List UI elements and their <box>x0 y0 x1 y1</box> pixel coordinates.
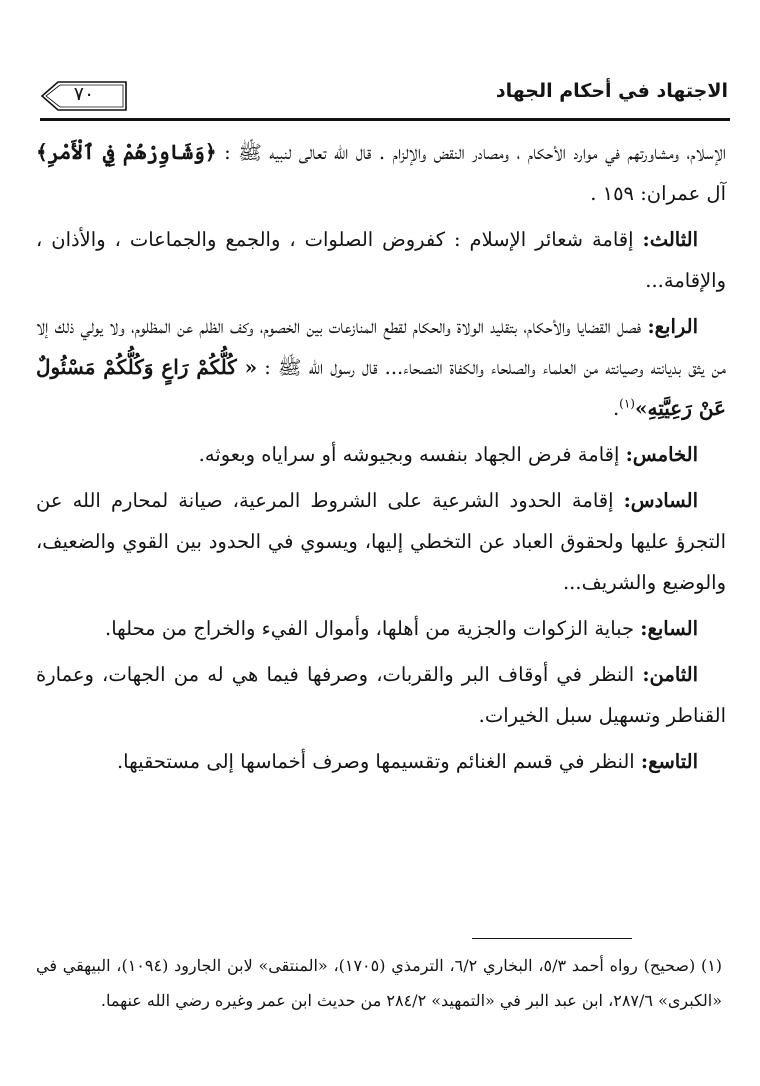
paragraph-text: فصل القضايا والأحكام، بتقليد الولاة والحكام لقطع المنازعات بين الخصوم، وكف الظلم عن المظلوم، ولا يولي ذلك إلا من يثق بديانته وصيانته من العلماء والصلحاء والكفاة النصحاء... قال رسول الله ﷺ : <box>36 315 727 379</box>
paragraph-seventh <box>36 608 726 649</box>
paragraph-text: جباية الزكوات والجزية من أهلها، وأموال الفيء والخراج من محلها. <box>105 617 635 640</box>
paragraph-text: إقامة فرض الجهاد بنفسه وبجيوشه أو سراياه وبعوثه. <box>198 443 620 466</box>
paragraph-third <box>36 219 726 301</box>
footnote-reference: (١) <box>619 396 635 411</box>
paragraph-text: النظر في قسم الغنائم وتقسيمها وصرف أخماسها إلى مستحقيها. <box>116 750 635 773</box>
item-label: التاسع: <box>640 750 698 773</box>
paragraph-fifth <box>36 434 726 475</box>
header-rule <box>40 118 730 121</box>
footnote-separator <box>472 938 632 939</box>
footnote-item: (١) (صحيح) رواه أحمد ٥/٣، البخاري ٦/٢، الترمذي (١٧٠٥)، «المنتقى» لابن الجارود (١٠٩٤)، البيهقي في «الكبرى» ٢٨٧/٦، ابن عبد البر في «التمهيد» ٢٨٤/٢ من حديث ابن عمر وغيره رضي الله عنهما. <box>36 956 723 1010</box>
quran-verse: ﴿وَشَاوِرْهُمْ فِي ٱلْأَمْرِ﴾ <box>36 140 217 164</box>
footnotes <box>36 948 722 1018</box>
page-number: ٧٠ <box>73 83 95 105</box>
running-title: الاجتهاد في أحكام الجهاد <box>495 80 728 102</box>
hadith-quote: « كُلُّكُمْ رَاعٍ وَكُلُّكُمْ مَسْئُولٌ عَنْ رَعِيَّتِهِ» <box>36 355 726 420</box>
paragraph-sixth <box>36 480 726 603</box>
paragraph-text: النظر في أوقاف البر والقربات، وصرفها فيما هي له من الجهات، وعمارة القناطر وتسهيل سبل الخيرات. <box>36 663 726 727</box>
paragraph-text: إقامة شعائر الإسلام : كفروض الصلوات ، والجمع والجماعات ، والأذان ، والإقامة... <box>36 228 726 292</box>
main-text <box>36 132 726 787</box>
paragraph-shura <box>36 132 726 214</box>
paragraph-fourth <box>36 306 726 429</box>
paragraph-text: الإسلام، ومشاورتهم في موارد الأحكام ، ومصادر النقض والإلزام . قال الله تعالى لنبيه ﷺ : <box>224 141 727 164</box>
page-number-frame <box>38 78 138 114</box>
item-label: الثالث: <box>642 228 698 251</box>
page-header <box>38 78 728 118</box>
item-label: الثامن: <box>642 663 699 686</box>
paragraph-end: . <box>612 397 620 420</box>
paragraph-ninth <box>36 741 726 782</box>
item-label: السادس: <box>623 489 698 512</box>
paragraph-eighth <box>36 654 726 736</box>
item-label: الخامس: <box>625 443 698 466</box>
item-label: الرابع: <box>647 315 698 338</box>
verse-citation: آل عمران: ١٥٩ . <box>590 182 726 205</box>
item-label: السابع: <box>640 617 698 640</box>
paragraph-text: إقامة الحدود الشرعية على الشروط المرعية، صيانة لمحارم الله عن التجرؤ عليها ولحقوق العباد عن التخطي إليها، ويسوي في الحدود بين القوي والضعيف، والوضيع والشريف... <box>36 489 726 594</box>
